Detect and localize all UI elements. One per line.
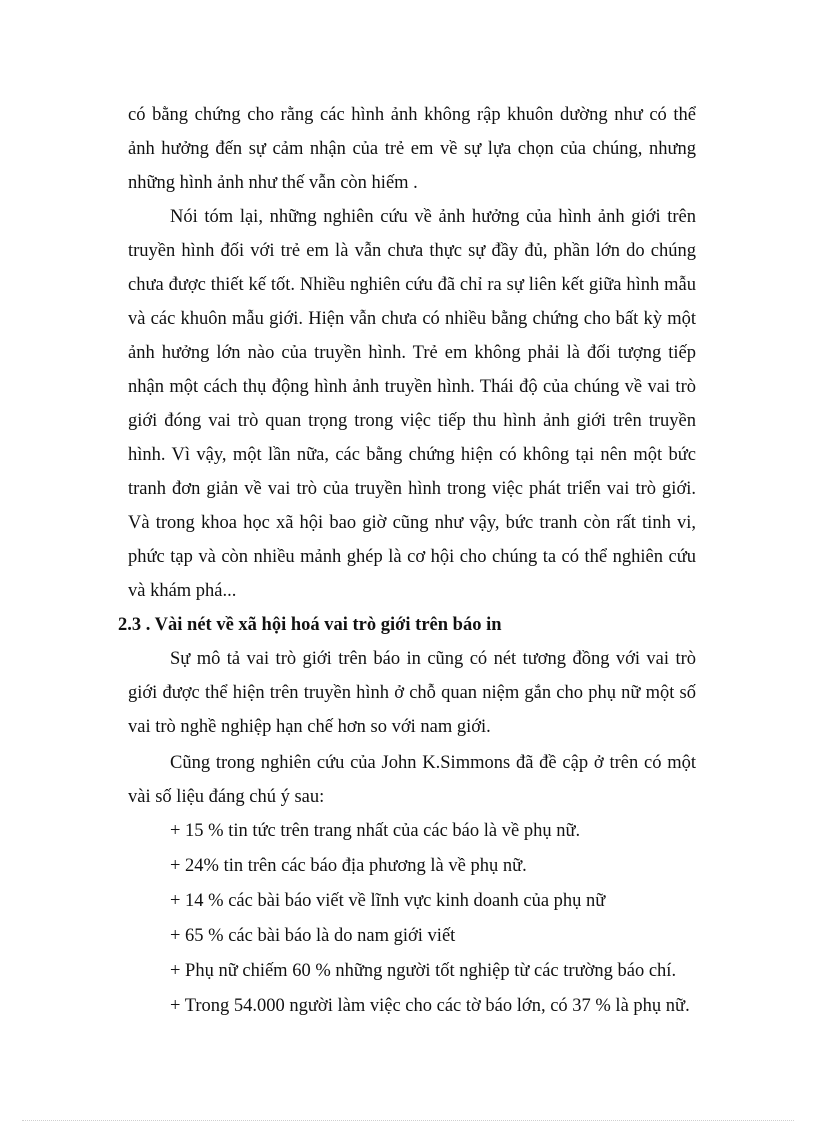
- paragraph-continuation: có bằng chứng cho rằng các hình ảnh không rập khuôn dường như có thể ảnh hưởng đến sự cảm nhận của trẻ em về sự lựa chọn của chúng, nhưng những hình ảnh như thế vẫn còn hiếm .: [128, 105, 696, 193]
- list-item: + Trong 54.000 người làm việc cho các tờ báo lớn, có 37 % là phụ nữ.: [170, 996, 690, 1016]
- statistics-list: [128, 814, 696, 1024]
- list-item: + Phụ nữ chiếm 60 % những người tốt nghiệp từ các trường báo chí.: [170, 961, 677, 981]
- list-item: + 65 % các bài báo là do nam giới viết: [170, 926, 456, 946]
- paragraph-summary: Nói tóm lại, những nghiên cứu về ảnh hưởng của hình ảnh giới trên truyền hình đối với trẻ em là vẫn chưa thực sự đầy đủ, phần lớn do chúng chưa được thiết kế tốt. Nhiều nghiên cứu đã chỉ ra sự liên kết giữa hình mẫu và các khuôn mẫu giới. Hiện vẫn chưa có nhiều bằng chứng cho bất kỳ một ảnh hưởng lớn nào của truyền hình. Trẻ em không phải là đối tượng tiếp nhận một cách thụ động hình ảnh truyền hình. Thái độ của chúng về vai trò giới đóng vai trò quan trọng trong việc tiếp thu hình ảnh giới trên truyền hình. Vì vậy, một lần nữa, các bằng chứng hiện có không tại nên một bức tranh đơn giản về vai trò của truyền hình trong việc phát triển vai trò giới. Và trong khoa học xã hội bao giờ cũng như vậy, bức tranh còn rất tinh vi, phức tạp và còn nhiều mảnh ghép là cơ hội cho chúng ta có thể nghiên cứu và khám phá...: [128, 207, 696, 601]
- paragraph-print-media: Sự mô tả vai trò giới trên báo in cũng có nét tương đồng với vai trò giới được thể hiện trên truyền hình ở chỗ quan niệm gắn cho phụ nữ một số vai trò nghề nghiệp hạn chế hơn so với nam giới.: [128, 649, 696, 737]
- page-bottom-rule: [22, 1120, 794, 1121]
- list-item: + 14 % các bài báo viết về lĩnh vực kinh doanh của phụ nữ: [170, 891, 606, 911]
- section-heading: 2.3 . Vài nét về xã hội hoá vai trò giới trên báo in: [118, 615, 502, 635]
- paragraph-statistics-intro: Cũng trong nghiên cứu của John K.Simmons đã đề cập ở trên có một vài số liệu đáng chú ý sau:: [128, 753, 696, 807]
- list-item: + 15 % tin tức trên trang nhất của các báo là về phụ nữ.: [170, 821, 581, 841]
- document-body: [118, 98, 696, 1024]
- list-item: + 24% tin trên các báo địa phương là về phụ nữ.: [170, 856, 527, 876]
